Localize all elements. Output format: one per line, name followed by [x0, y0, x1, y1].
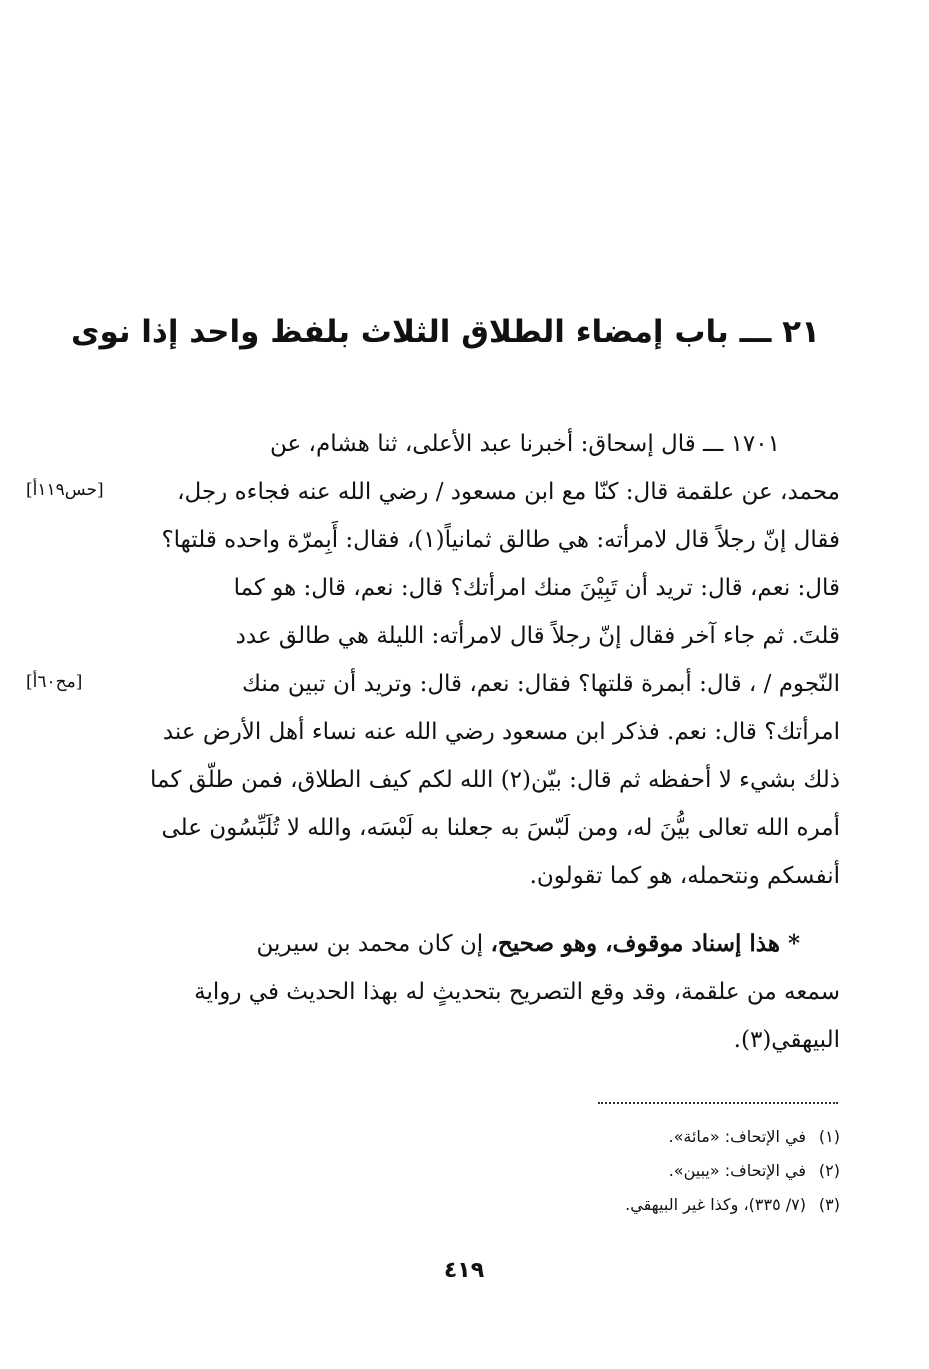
footnote [400, 1188, 840, 1222]
footnote [400, 1154, 840, 1188]
hadith-line: امرأتك؟ قال: نعم. فذكر ابن مسعود رضي الله عنه نساء أهل الأرض عند [162, 719, 840, 745]
comment-line: البيهقي(٣). [733, 1027, 840, 1053]
hadith-line: محمد، عن علقمة قال: كنّا مع ابن مسعود / رضي الله عنه فجاءه رجل، [177, 479, 840, 505]
comment-line: سمعه من علقمة، وقد وقع التصريح بتحديثٍ له بهذا الحديث في رواية [194, 979, 840, 1005]
hadith-line: قال: نعم، قال: تريد أن تَبِيْنَ منك امرأتك؟ قال: نعم، قال: هو كما [233, 575, 840, 601]
hadith-line: فقال إنّ رجلاً قال لامرأته: هي طالق ثمانياً(١)، فقال: أَبِمرّة واحده قلتها؟ [161, 527, 840, 553]
hadith-line: أنفسكم ونتحمله، هو كما تقولون. [529, 863, 840, 889]
comment-text: إن كان محمد بن سيرين [256, 931, 484, 957]
hadith-line: النّجوم / ، قال: أبمرة قلتها؟ فقال: نعم، قال: وتريد أن تبين منك [241, 671, 840, 697]
footnote-text: في الإتحاف: «مائة». [668, 1127, 806, 1146]
margin-reference: [حس١١٩أ] [26, 480, 104, 500]
page-number: ٤١٩ [443, 1258, 485, 1283]
chapter-title: ٢١ ـــ باب إمضاء الطلاق الثلاث بلفظ واحد إذا نوى [71, 314, 820, 350]
footnote-number: (٢) [818, 1161, 840, 1180]
footnote-text: في الإتحاف: «يبين». [668, 1161, 806, 1180]
footnote-number: (٣) [818, 1195, 840, 1214]
footnote-number: (١) [818, 1127, 840, 1146]
isnad-comment [120, 920, 840, 1064]
hadith-line: قلتَ. ثم جاء آخر فقال إنّ رجلاً قال لامرأته: الليلة هي طالق عدد [235, 623, 840, 649]
hadith-line: ١٧٠١ ـــ قال إسحاق: أخبرنا عبد الأعلى، ثنا هشام، عن [270, 431, 780, 457]
footnote-text: (٧/ ٣٣٥)، وكذا غير البيهقي. [625, 1195, 806, 1214]
hadith-line: ذلك بشيء لا أحفظه ثم قال: بيّن(٢) الله لكم كيف الطلاق، فمن طلّق كما [150, 767, 840, 793]
footnote-separator [598, 1088, 838, 1104]
hadith-text [120, 420, 840, 900]
comment-line [120, 920, 840, 968]
comment-bold-text: * هذا إسناد موقوف، وهو صحيح، [490, 930, 800, 957]
margin-reference: [مح٦٠أ] [26, 672, 83, 692]
hadith-line: أمره الله تعالى بيُّنَ له، ومن لَبّسَ به جعلنا به لَبْسَه، والله لا تُلَبِّسُون على [161, 815, 840, 841]
footnotes [400, 1120, 840, 1222]
footnote [400, 1120, 840, 1154]
